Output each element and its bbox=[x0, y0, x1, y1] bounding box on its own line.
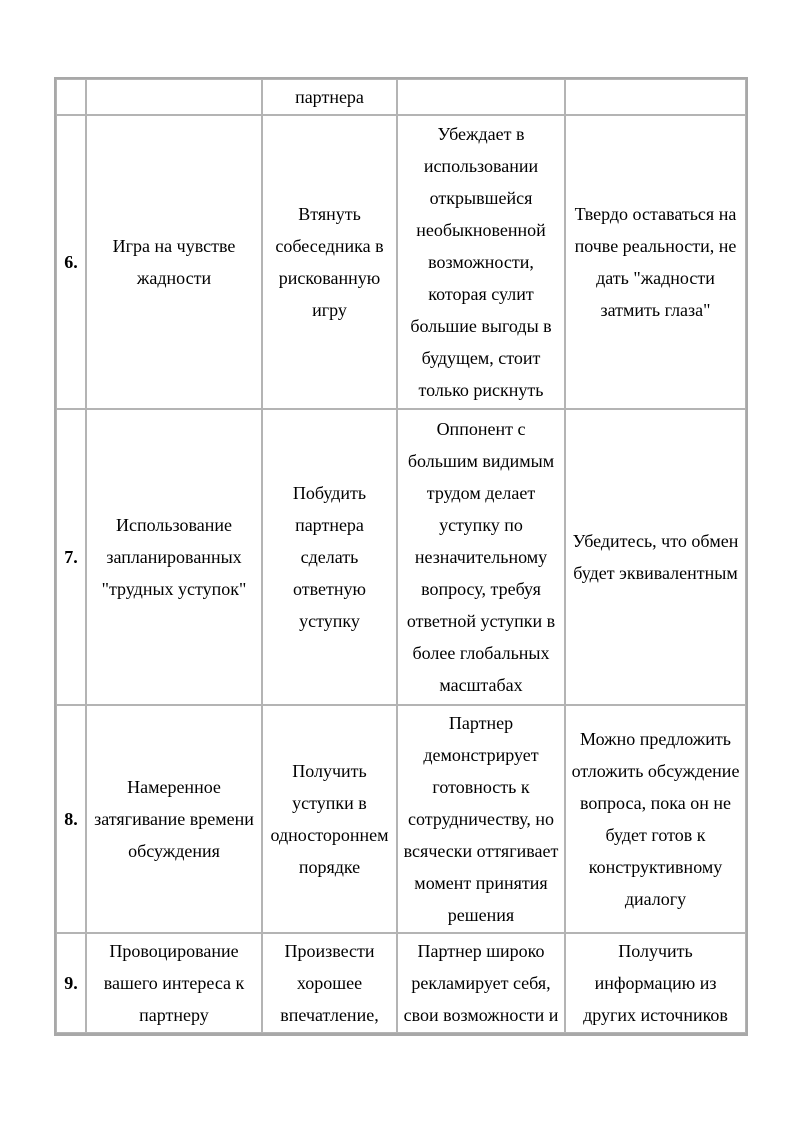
row-number: 6. bbox=[64, 252, 78, 272]
manifestation-text: Оппонент с большим видимым трудом делает уступку по незначительному вопросу, требуя ответной уступки в более глобальных масштабах bbox=[406, 419, 556, 695]
manifestation-cell bbox=[397, 79, 565, 115]
goal-cell bbox=[262, 933, 397, 1033]
technique-text: Провоцирование вашего интереса к партнеру bbox=[103, 941, 245, 1025]
table-row bbox=[56, 705, 746, 933]
counter-cell bbox=[565, 933, 746, 1033]
counter-cell bbox=[565, 705, 746, 933]
row-number-cell bbox=[56, 705, 86, 933]
technique-text: Использование запланированных "трудных уступок" bbox=[101, 515, 247, 599]
manifestation-text: Убеждает в использовании открывшейся необыкновенной возможности, которая сулит большие выгоды в будущем, стоит только рискнуть bbox=[410, 124, 552, 400]
counter-cell bbox=[565, 79, 746, 115]
table-row bbox=[56, 409, 746, 705]
manifestation-text: Партнер широко рекламирует себя, свои возможности и bbox=[403, 941, 559, 1025]
counter-text: Можно предложить отложить обсуждение вопроса, пока он не будет готов к конструктивному диалогу bbox=[571, 729, 740, 909]
technique-cell bbox=[86, 705, 262, 933]
goal-cell bbox=[262, 409, 397, 705]
row-number: 9. bbox=[64, 973, 78, 993]
goal-text: партнера bbox=[295, 87, 364, 107]
technique-cell bbox=[86, 79, 262, 115]
counter-text: Твердо оставаться на почве реальности, не дать "жадности затмить глаза" bbox=[574, 204, 737, 320]
table-row bbox=[56, 115, 746, 409]
manifestation-text: Партнер демонстрирует готовность к сотрудничеству, но всячески оттягивает момент принятия решения bbox=[403, 713, 559, 925]
row-number: 7. bbox=[64, 547, 78, 567]
row-number-cell bbox=[56, 409, 86, 705]
row-number-cell bbox=[56, 79, 86, 115]
goal-text: Побудить партнера сделать ответную уступку bbox=[292, 483, 367, 631]
row-number-cell bbox=[56, 933, 86, 1033]
manifestation-cell bbox=[397, 933, 565, 1033]
table-row bbox=[56, 79, 746, 115]
goal-cell bbox=[262, 79, 397, 115]
manifestation-cell bbox=[397, 409, 565, 705]
goal-text: Произвести хорошее впечатление, bbox=[280, 941, 379, 1025]
technique-text: Намеренное затягивание времени обсуждения bbox=[94, 777, 254, 861]
row-number-cell bbox=[56, 115, 86, 409]
manifestation-cell bbox=[397, 705, 565, 933]
goal-text: Получить уступки в одностороннем порядке bbox=[270, 761, 389, 877]
counter-cell bbox=[565, 409, 746, 705]
goal-cell bbox=[262, 115, 397, 409]
table-row bbox=[56, 933, 746, 1033]
counter-text: Получить информацию из других источников bbox=[583, 941, 728, 1025]
counter-text: Убедитесь, что обмен будет эквивалентным bbox=[572, 531, 739, 583]
technique-cell bbox=[86, 409, 262, 705]
technique-text: Игра на чувстве жадности bbox=[112, 236, 236, 288]
row-number: 8. bbox=[64, 809, 78, 829]
goal-cell bbox=[262, 705, 397, 933]
counter-cell bbox=[565, 115, 746, 409]
technique-cell bbox=[86, 115, 262, 409]
goal-text: Втянуть собеседника в рискованную игру bbox=[275, 204, 384, 320]
manifestation-cell bbox=[397, 115, 565, 409]
manipulation-techniques-table bbox=[54, 77, 748, 1036]
technique-cell bbox=[86, 933, 262, 1033]
